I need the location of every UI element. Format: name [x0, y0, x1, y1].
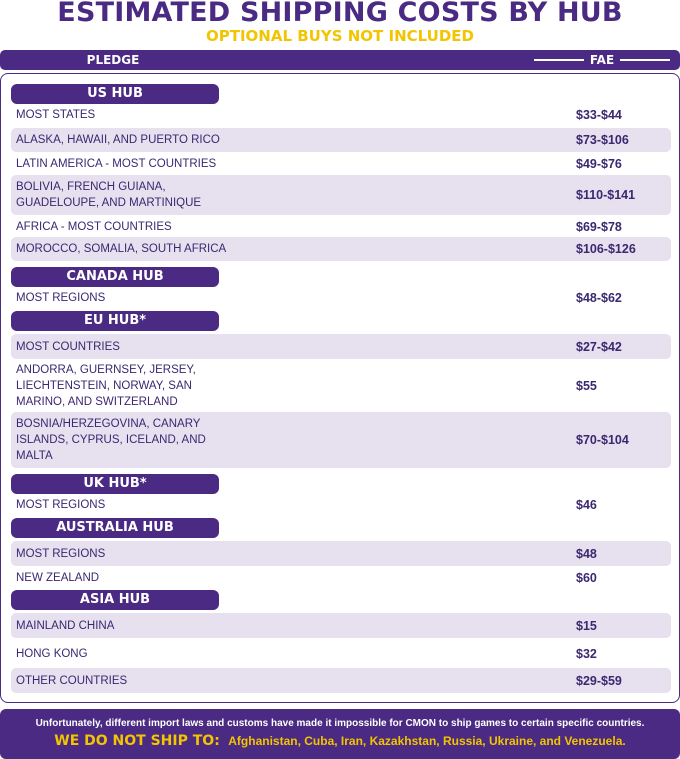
no-ship-label: WE DO NOT SHIP TO:	[54, 733, 220, 749]
region-name: BOSNIA/HERZEGOVINA, CANARY ISLANDS, CYPRUS, ICELAND, AND MALTA	[16, 418, 206, 462]
table-row	[11, 412, 671, 468]
hub-label-us: US HUB	[11, 84, 219, 104]
region-name: AFRICA - MOST COUNTRIES	[16, 221, 172, 233]
cost-value: $110-$141	[576, 188, 636, 202]
table-row	[11, 105, 671, 125]
region-name: NEW ZEALAND	[16, 572, 100, 584]
region-name: MAINLAND CHINA	[16, 619, 115, 632]
region-name: MOST REGIONS	[16, 499, 106, 511]
table-row	[11, 668, 671, 693]
hub-label-eu: EU HUB*	[11, 311, 219, 331]
shipping-table	[0, 73, 680, 703]
hub-label-uk: UK HUB*	[11, 474, 219, 494]
cost-value: $46	[576, 498, 597, 512]
table-row	[11, 541, 671, 566]
region-name: LATIN AMERICA - MOST COUNTRIES	[16, 158, 217, 170]
cost-value: $32	[576, 647, 597, 661]
cost-value: $69-$78	[576, 220, 622, 234]
region-name: MOST REGIONS	[16, 292, 106, 304]
column-header-fae: FAE	[589, 53, 615, 67]
region-name: ANDORRA, GUERNSEY, JERSEY, LIECHTENSTEIN, NORWAY, SAN MARINO, AND SWITZERLAND	[16, 364, 196, 408]
table-row	[11, 175, 671, 215]
cost-value: $60	[576, 571, 597, 585]
table-row	[11, 642, 671, 666]
table-row	[11, 288, 671, 308]
cost-value: $73-$106	[576, 133, 629, 147]
region-name: MOROCCO, SOMALIA, SOUTH AFRICA	[16, 243, 227, 255]
no-ship-countries: Afghanistan, Cuba, Iran, Kazakhstan, Russia, Ukraine, and Venezuela.	[228, 734, 626, 748]
region-name: MOST STATES	[16, 109, 96, 121]
region-name: MOST REGIONS	[16, 547, 106, 560]
column-header-pledge: PLEDGE	[86, 53, 140, 67]
hub-label-australia: AUSTRALIA HUB	[11, 518, 219, 538]
fae-divider-right	[620, 59, 670, 61]
footer-banner	[0, 709, 680, 759]
table-row	[11, 361, 671, 411]
region-name: ALASKA, HAWAII, AND PUERTO RICO	[16, 134, 220, 146]
region-name: BOLIVIA, FRENCH GUIANA, GUADELOUPE, AND MARTINIQUE	[16, 181, 202, 209]
footer-note: Unfortunately, different import laws and customs have made it impossible for CMON to ship games to certain specific countries.	[35, 718, 645, 729]
region-name: HONG KONG	[16, 648, 88, 660]
region-name: MOST COUNTRIES	[16, 340, 120, 353]
cost-value: $106-$126	[576, 242, 636, 256]
table-row	[11, 613, 671, 638]
table-row	[11, 237, 671, 261]
cost-value: $70-$104	[576, 433, 629, 447]
cost-value: $15	[576, 618, 597, 633]
cost-value: $55	[576, 379, 597, 393]
table-row	[11, 128, 671, 152]
table-row	[11, 334, 671, 359]
cost-value: $29-$59	[576, 673, 622, 688]
cost-value: $27-$42	[576, 339, 622, 354]
table-row	[11, 495, 671, 515]
page-subtitle: OPTIONAL BUYS NOT INCLUDED	[205, 27, 474, 45]
column-header-bar	[0, 50, 680, 70]
no-ship-line	[0, 732, 680, 750]
fae-divider-left	[534, 59, 584, 61]
region-name: OTHER COUNTRIES	[16, 674, 128, 687]
hub-label-asia: ASIA HUB	[11, 590, 219, 610]
page-title: ESTIMATED SHIPPING COSTS BY HUB	[57, 0, 623, 28]
cost-value: $48	[576, 546, 597, 561]
hub-label-canada: CANADA HUB	[11, 267, 219, 287]
table-row	[11, 568, 671, 588]
table-row	[11, 217, 671, 237]
cost-value: $49-$76	[576, 157, 622, 171]
table-row	[11, 154, 671, 174]
cost-value: $48-$62	[576, 291, 622, 305]
cost-value: $33-$44	[576, 108, 622, 122]
